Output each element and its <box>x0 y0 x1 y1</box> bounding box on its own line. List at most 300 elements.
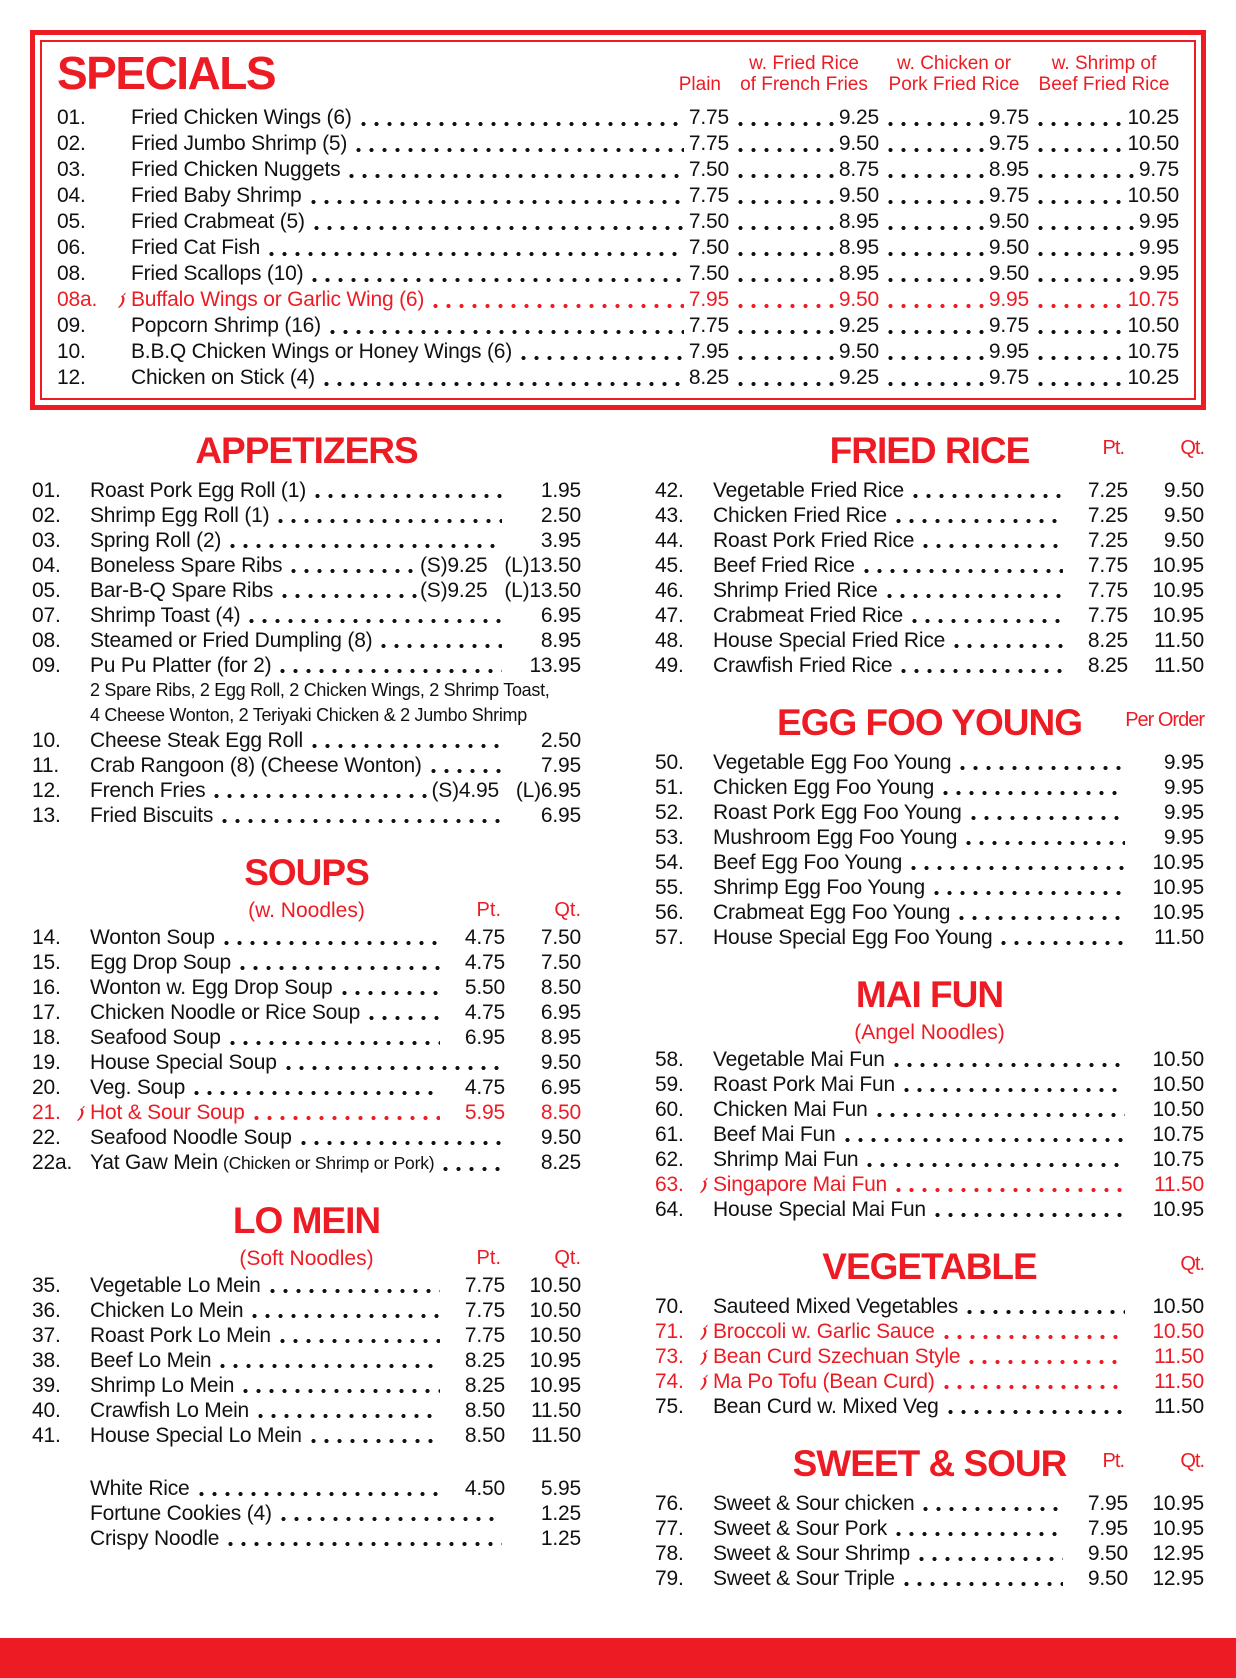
menu-item-row <box>655 1491 1204 1516</box>
item-number: 71. <box>655 1320 684 1343</box>
dot-leader <box>214 1348 440 1373</box>
price-cell <box>1029 157 1179 183</box>
item-name: House Special Mai Fun <box>713 1198 926 1221</box>
menu-item-row <box>32 1476 581 1501</box>
chili-pepper-icon <box>699 1319 710 1344</box>
menu-item-row <box>32 1373 581 1398</box>
item-price-pint: 7.75 <box>464 1324 505 1347</box>
item-name-wrap <box>90 1298 243 1323</box>
menu-item-row <box>655 1394 1204 1419</box>
dot-leader <box>272 503 502 528</box>
price-cell <box>729 105 879 131</box>
dot-leader <box>732 313 834 339</box>
item-name-wrap <box>713 1516 887 1541</box>
item-name-wrap <box>90 603 240 628</box>
item-price: 9.75 <box>988 106 1029 129</box>
dot-leader <box>264 1273 440 1298</box>
price-cell <box>1029 365 1179 391</box>
item-name-wrap <box>713 825 957 850</box>
menu-item-row <box>655 1147 1204 1172</box>
item-name-wrap <box>90 528 221 553</box>
menu-item-row <box>32 728 581 753</box>
item-price-quart: 11.50 <box>531 1399 581 1422</box>
item-number: 51. <box>655 776 684 799</box>
item-name: Shrimp Mai Fun <box>713 1148 859 1171</box>
menu-item-row <box>32 1348 581 1373</box>
item-name: Roast Pork Egg Roll (1) <box>90 479 306 502</box>
item-name: House Special Fried Rice <box>713 629 946 652</box>
dot-leader <box>913 1541 1063 1566</box>
item-name-wrap <box>713 553 855 578</box>
price-cell <box>340 157 729 183</box>
dot-leader <box>1032 131 1122 157</box>
item-number: 42. <box>655 479 684 502</box>
item-price-pint: 7.95 <box>1087 1492 1128 1515</box>
item-name: Boneless Spare Ribs <box>90 554 283 577</box>
item-price-quart: 5.95 <box>540 1477 581 1500</box>
item-number: 14. <box>32 926 61 949</box>
item-name: Steamed or Fried Dumpling (8) <box>90 629 373 652</box>
item-number: 35. <box>32 1274 61 1297</box>
item-name-wrap <box>90 1125 292 1150</box>
item-price: 9.95 <box>1138 236 1179 259</box>
item-price-quart: 10.95 <box>1152 901 1204 924</box>
item-number: 46. <box>655 579 684 602</box>
item-price-quart: 9.50 <box>540 1051 581 1074</box>
item-price-pint: 5.95 <box>464 1101 505 1124</box>
item-name-wrap <box>131 183 302 209</box>
item-price-pint: 4.75 <box>464 1076 505 1099</box>
item-name: Pu Pu Platter (for 2) <box>90 654 272 677</box>
item-price: 9.50 <box>988 210 1029 233</box>
section-subtitle: (w. Noodles) <box>248 899 365 922</box>
chili-pepper-icon <box>699 1374 710 1391</box>
price-cell <box>729 261 879 287</box>
item-price-quart: 9.95 <box>1163 776 1204 799</box>
chili-pepper-icon <box>117 292 128 309</box>
item-name: Bean Curd w. Mixed Veg <box>713 1395 939 1418</box>
dot-leader <box>274 653 502 678</box>
item-number: 47. <box>655 604 684 627</box>
item-name: Crab Rangoon (8) (Cheese Wonton) <box>90 754 422 777</box>
item-name-wrap <box>90 553 282 578</box>
item-number: 62. <box>655 1148 684 1171</box>
dot-leader <box>375 628 502 653</box>
item-name-wrap <box>90 1075 185 1100</box>
item-price-quart: 12.95 <box>1152 1567 1204 1590</box>
chili-pepper-icon <box>699 1177 710 1194</box>
item-number: 03. <box>57 158 86 181</box>
item-number: 53. <box>655 826 684 849</box>
price-cell <box>512 339 729 365</box>
dot-leader <box>237 1373 440 1398</box>
dot-leader <box>732 183 834 209</box>
item-name-wrap <box>131 157 340 183</box>
item-name: Spring Roll (2) <box>90 529 222 552</box>
item-price-quart: 8.25 <box>540 1151 581 1174</box>
item-name: Veg. Soup <box>90 1076 186 1099</box>
item-price-pint: 7.25 <box>1087 504 1128 527</box>
item-name-wrap <box>90 1348 211 1373</box>
menu-item-row <box>32 950 581 975</box>
item-name: Beef Fried Rice <box>713 554 855 577</box>
item-name: Fried Crabmeat (5) <box>131 210 305 233</box>
section-subtitle: (Angel Noodles) <box>854 1021 1005 1044</box>
item-price-quart: 11.50 <box>1154 1395 1204 1418</box>
dot-leader <box>188 1075 440 1100</box>
menu-item-row <box>32 1100 581 1125</box>
dot-leader <box>882 131 984 157</box>
item-name-wrap <box>713 1394 939 1419</box>
item-price-quart: 10.50 <box>1152 1073 1204 1096</box>
item-number: 57. <box>655 926 684 949</box>
dot-leader <box>963 1344 1125 1369</box>
item-name: Vegetable Fried Rice <box>713 479 904 502</box>
item-number: 04. <box>57 184 86 207</box>
item-name-wrap <box>713 1197 926 1222</box>
right-column <box>655 428 1204 1591</box>
item-price: 7.95 <box>688 340 729 363</box>
price-cell <box>424 287 729 313</box>
item-name-wrap <box>713 578 878 603</box>
menu-item-row <box>655 1344 1204 1369</box>
price-column-label: Pt. <box>1102 437 1124 459</box>
item-price-quart: 10.95 <box>529 1374 581 1397</box>
price-cell <box>879 209 1029 235</box>
section-title-text: LO MEIN <box>232 1200 381 1241</box>
chili-pepper-icon <box>699 1369 710 1394</box>
dot-leader <box>948 628 1063 653</box>
item-price: 9.75 <box>988 184 1029 207</box>
dot-leader <box>218 925 440 950</box>
item-price-quart: 10.95 <box>1152 851 1204 874</box>
item-price-quart: (S)9.25 (L)13.50 <box>420 579 581 602</box>
item-name: Beef Mai Fun <box>713 1123 836 1146</box>
item-name-wrap <box>713 1344 960 1369</box>
dot-leader <box>318 365 684 391</box>
section-title-text: EGG FOO YOUNG <box>777 702 1082 743</box>
item-price-quart: 9.95 <box>1163 751 1204 774</box>
item-price: 7.75 <box>688 314 729 337</box>
item-number: 50. <box>655 751 684 774</box>
item-price-quart: 6.95 <box>540 1076 581 1099</box>
item-price-pint: 7.75 <box>1087 554 1128 577</box>
item-price: 9.25 <box>838 106 879 129</box>
item-number: 22a. <box>32 1151 73 1174</box>
menu-item-row <box>32 1423 581 1448</box>
dot-leader <box>858 553 1063 578</box>
item-price-quart: 7.95 <box>540 754 581 777</box>
item-number: 08. <box>57 262 86 285</box>
item-name-wrap <box>131 287 424 313</box>
item-name-wrap <box>713 1294 958 1319</box>
menu-item-row <box>57 183 1179 209</box>
dot-leader <box>732 235 834 261</box>
item-number: 05. <box>57 210 86 233</box>
item-price-quart: 7.50 <box>540 951 581 974</box>
item-number: 74. <box>655 1370 684 1393</box>
section-title-text: SOUPS <box>244 852 369 893</box>
dot-leader <box>839 1122 1126 1147</box>
item-price-quart: 6.95 <box>540 604 581 627</box>
item-name: Yat Gaw Mein <box>90 1151 218 1174</box>
dot-leader <box>953 900 1125 925</box>
item-price-quart: 10.95 <box>1152 579 1204 602</box>
item-name: Shrimp Lo Mein <box>90 1374 235 1397</box>
item-number: 12. <box>57 366 86 389</box>
item-name: Seafood Noodle Soup <box>90 1126 292 1149</box>
menu-item-row <box>57 365 1179 391</box>
item-number: 37. <box>32 1324 61 1347</box>
dot-leader <box>898 1566 1063 1591</box>
menu-item-row <box>32 603 581 628</box>
item-price: 8.95 <box>838 262 879 285</box>
item-price-quart: 10.75 <box>1152 1148 1204 1171</box>
item-price-quart: 10.95 <box>1152 554 1204 577</box>
dot-leader <box>882 105 984 131</box>
section-title <box>655 1246 1204 1288</box>
item-name-wrap <box>713 603 903 628</box>
item-price-quart: 9.50 <box>540 1126 581 1149</box>
item-number: 40. <box>32 1399 61 1422</box>
item-name: French Fries <box>90 779 206 802</box>
price-cell <box>1029 287 1179 313</box>
item-number: 05. <box>32 579 61 602</box>
item-price: 9.50 <box>838 132 879 155</box>
menu-item-row <box>32 1501 581 1526</box>
item-price-pint: 8.50 <box>464 1399 505 1422</box>
item-number: 10. <box>57 340 86 363</box>
item-price-quart: 11.50 <box>1154 1173 1204 1196</box>
menu-item-row <box>655 800 1204 825</box>
item-price-quart: 2.50 <box>540 729 581 752</box>
price-cell <box>879 183 1029 209</box>
dot-leader <box>193 1476 440 1501</box>
item-price: 9.75 <box>1138 158 1179 181</box>
dot-leader <box>890 503 1063 528</box>
section-subtitle-row <box>655 1020 1204 1045</box>
item-price: 7.50 <box>688 158 729 181</box>
menu-item-row <box>32 753 581 778</box>
price-column-label: Qt. <box>1180 437 1204 459</box>
item-name: Bean Curd Szechuan Style <box>713 1345 961 1368</box>
price-column-header-line: Pork Fried Rice <box>888 74 1020 95</box>
dot-leader <box>285 553 417 578</box>
item-price-quart: 8.95 <box>540 629 581 652</box>
chili-pepper-icon <box>76 1105 87 1122</box>
item-price: 10.25 <box>1127 366 1179 389</box>
menu-item-row <box>655 653 1204 678</box>
menu-item-row <box>32 778 581 803</box>
item-name: Crispy Noodle <box>90 1527 220 1550</box>
dot-leader <box>427 287 684 313</box>
dot-leader <box>960 825 1125 850</box>
menu-section <box>655 1443 1204 1591</box>
item-name: Crabmeat Egg Foo Young <box>713 901 951 924</box>
item-name: Sweet & Sour Shrimp <box>713 1542 910 1565</box>
item-price: 7.75 <box>688 106 729 129</box>
item-price: 10.50 <box>1127 184 1179 207</box>
item-number: 49. <box>655 654 684 677</box>
section-title <box>655 430 1204 472</box>
item-number: 55. <box>655 876 684 899</box>
price-cell <box>879 365 1029 391</box>
section-title-text: FRIED RICE <box>829 430 1030 471</box>
dot-leader <box>234 950 440 975</box>
item-number: 64. <box>655 1198 684 1221</box>
menu-item-row <box>32 1298 581 1323</box>
item-name: Shrimp Fried Rice <box>713 579 878 602</box>
menu-item-row <box>655 1319 1204 1344</box>
item-name-wrap <box>90 503 269 528</box>
dot-leader <box>882 287 984 313</box>
item-price: 9.75 <box>988 366 1029 389</box>
item-price-quart: 11.50 <box>531 1424 581 1447</box>
menu-item-row <box>32 478 581 503</box>
menu-section <box>32 852 581 1176</box>
menu-item-row <box>32 1526 581 1551</box>
item-price-quart: 10.50 <box>1152 1320 1204 1343</box>
dot-leader <box>252 1398 440 1423</box>
menu-item-row <box>655 925 1204 950</box>
item-name: Singapore Mai Fun <box>713 1173 888 1196</box>
dot-leader <box>276 578 417 603</box>
dot-leader <box>243 603 502 628</box>
dot-leader <box>1032 157 1134 183</box>
menu-item-row <box>32 925 581 950</box>
item-number: 38. <box>32 1349 61 1372</box>
menu-item-row <box>655 628 1204 653</box>
price-cell <box>729 183 879 209</box>
item-name-wrap <box>713 528 914 553</box>
item-price: 9.25 <box>838 314 879 337</box>
item-price-quart: 10.50 <box>1152 1098 1204 1121</box>
dot-leader <box>929 1197 1125 1222</box>
item-price-quart: 12.95 <box>1152 1542 1204 1565</box>
item-number: 15. <box>32 951 61 974</box>
item-name: Chicken Lo Mein <box>90 1299 244 1322</box>
price-cell <box>315 365 729 391</box>
price-cell <box>879 105 1029 131</box>
item-price-pint: 8.25 <box>1087 654 1128 677</box>
item-name: Buffalo Wings or Garlic Wing (6) <box>131 288 425 311</box>
item-name-wrap <box>90 803 213 828</box>
menu-item-row <box>32 1125 581 1150</box>
menu-item-row <box>57 287 1179 313</box>
menu-item-row <box>32 1050 581 1075</box>
item-name-wrap <box>713 1147 858 1172</box>
section-subtitle-row <box>32 1246 581 1271</box>
dot-leader <box>861 1147 1125 1172</box>
price-cell <box>729 235 879 261</box>
item-name-wrap <box>90 1398 249 1423</box>
item-price-quart: 11.50 <box>1154 629 1204 652</box>
footer-red-bar <box>0 1638 1236 1678</box>
price-column-label: Qt. <box>1180 1253 1204 1275</box>
menu-item-row <box>655 1172 1204 1197</box>
dot-leader <box>882 235 984 261</box>
item-name-wrap <box>90 778 205 803</box>
price-column-header <box>643 74 729 95</box>
item-name-wrap <box>90 1501 272 1526</box>
price-column-label: Pt. <box>476 899 501 921</box>
dot-leader <box>732 105 834 131</box>
item-number: 79. <box>655 1567 684 1590</box>
menu-item-row <box>655 1516 1204 1541</box>
item-number: 77. <box>655 1517 684 1540</box>
item-name: Fried Chicken Wings (6) <box>131 106 352 129</box>
section-title-text: VEGETABLE <box>822 1246 1037 1287</box>
item-name: Fried Biscuits <box>90 804 214 827</box>
dot-leader <box>248 1100 440 1125</box>
dot-leader <box>938 1319 1125 1344</box>
item-price-pint: 9.50 <box>1087 1542 1128 1565</box>
item-number: 58. <box>655 1048 684 1071</box>
item-price: 10.75 <box>1127 340 1179 363</box>
dot-leader <box>208 778 428 803</box>
item-number: 41. <box>32 1424 61 1447</box>
chili-pepper-icon <box>117 287 128 313</box>
dot-leader <box>343 157 684 183</box>
item-number: 52. <box>655 801 684 824</box>
dot-leader <box>942 1394 1125 1419</box>
dot-leader <box>732 365 834 391</box>
price-column-label: Qt. <box>554 1247 581 1269</box>
price-column-header <box>1029 53 1179 95</box>
item-name: Roast Pork Mai Fun <box>713 1073 895 1096</box>
dot-leader <box>882 339 984 365</box>
menu-item-row <box>57 131 1179 157</box>
dot-leader <box>336 975 441 1000</box>
menu-item-row <box>32 1025 581 1050</box>
dot-leader <box>907 478 1063 503</box>
item-name-wrap <box>131 313 321 339</box>
dot-leader <box>965 800 1125 825</box>
price-column-label: Qt. <box>554 899 581 921</box>
item-price: 8.95 <box>838 210 879 233</box>
dot-leader <box>1032 235 1134 261</box>
dot-leader <box>888 1047 1125 1072</box>
item-number: 16. <box>32 976 61 999</box>
item-name: Fortune Cookies (4) <box>90 1502 272 1525</box>
item-name-wrap <box>90 628 372 653</box>
menu-item-row <box>57 209 1179 235</box>
price-column-header-line: Plain <box>678 74 721 95</box>
dot-leader <box>1032 261 1134 287</box>
price-column-header-line: w. Chicken or <box>896 53 1012 74</box>
dot-leader <box>355 105 684 131</box>
menu-item-row <box>32 553 581 578</box>
dot-leader <box>895 653 1063 678</box>
section-subtitle: (Soft Noodles) <box>239 1247 374 1270</box>
item-number: 75. <box>655 1395 684 1418</box>
item-price: 9.95 <box>1138 262 1179 285</box>
item-number: 12. <box>32 779 61 802</box>
price-cell <box>729 287 879 313</box>
menu-item-row <box>655 775 1204 800</box>
price-column-label: Pt. <box>1102 1450 1124 1472</box>
item-price-quart: 11.50 <box>1154 1370 1204 1393</box>
price-cell <box>1029 261 1179 287</box>
item-price: 9.95 <box>988 340 1029 363</box>
item-name: Fried Scallops (10) <box>131 262 304 285</box>
item-number: 08a. <box>57 288 98 311</box>
item-price-quart: 9.95 <box>1163 801 1204 824</box>
section-subtitle-row <box>32 898 581 923</box>
item-price-quart: 1.95 <box>540 479 581 502</box>
dot-leader <box>425 753 502 778</box>
item-price-pint: 8.50 <box>464 1424 505 1447</box>
